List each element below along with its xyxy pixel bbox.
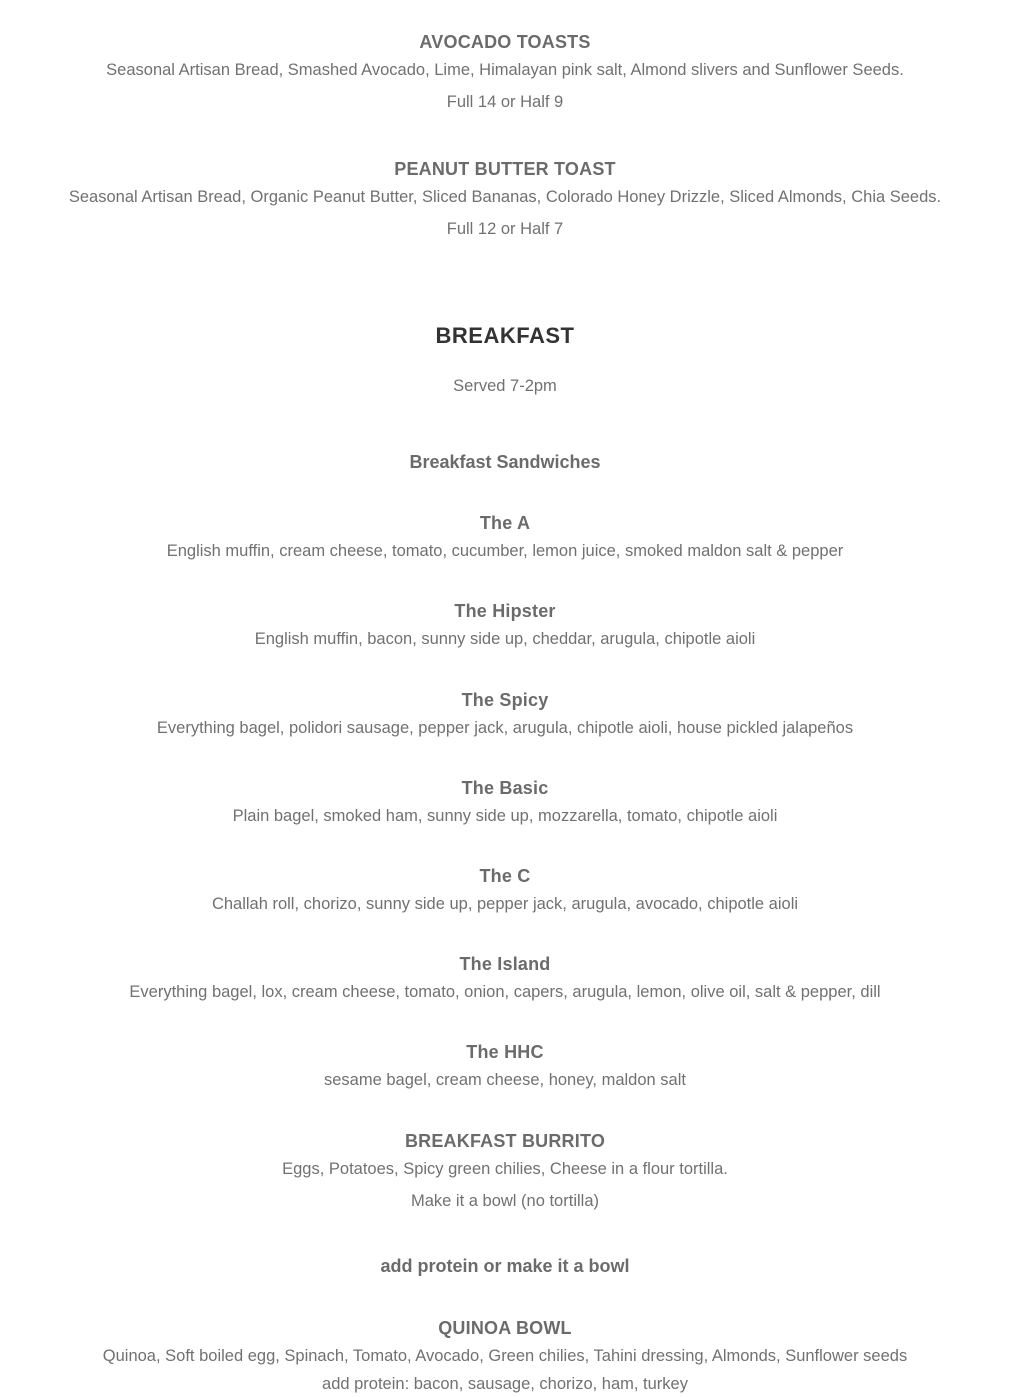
- item-description: Everything bagel, lox, cream cheese, tomato, onion, capers, arugula, lemon, olive oil, salt & pepper, dill: [129, 983, 881, 1001]
- section-served-hours: Served 7-2pm: [453, 377, 557, 395]
- item-price: Full 14 or Half 9: [446, 93, 564, 111]
- menu-item-the-hipster: [0, 598, 1010, 652]
- section-title-breakfast: BREAKFAST: [435, 323, 575, 348]
- item-title: BREAKFAST BURRITO: [404, 1131, 606, 1151]
- item-title: The C: [479, 866, 531, 886]
- item-description: English muffin, bacon, sunny side up, cheddar, arugula, chipotle aioli: [254, 630, 756, 648]
- item-description: Seasonal Artisan Bread, Organic Peanut Butter, Sliced Bananas, Colorado Honey Drizzle, Sliced Almonds, Chia Seeds.: [68, 188, 942, 206]
- menu-item-breakfast-burrito: [0, 1128, 1010, 1214]
- item-description: Eggs, Potatoes, Spicy green chilies, Cheese in a flour tortilla.: [282, 1160, 728, 1178]
- item-title: QUINOA BOWL: [438, 1318, 572, 1338]
- item-title: The HHC: [466, 1042, 544, 1062]
- menu-item-the-c: [0, 863, 1010, 917]
- menu-item-avocado-toasts: [0, 29, 1010, 115]
- item-title: AVOCADO TOASTS: [419, 32, 591, 52]
- group-title-add-protein: add protein or make it a bowl: [380, 1256, 630, 1276]
- menu-item-the-basic: [0, 775, 1010, 829]
- item-description: Plain bagel, smoked ham, sunny side up, mozzarella, tomato, chipotle aioli: [232, 807, 778, 825]
- item-title: The Spicy: [461, 690, 549, 710]
- item-title: The Basic: [461, 778, 549, 798]
- item-description: Challah roll, chorizo, sunny side up, pepper jack, arugula, avocado, chipotle aioli: [211, 895, 799, 913]
- menu-item-the-island: [0, 951, 1010, 1005]
- item-price: Full 12 or Half 7: [446, 220, 564, 238]
- item-description: Quinoa, Soft boiled egg, Spinach, Tomato, Avocado, Green chilies, Tahini dressing, Almonds, Sunflower seeds: [102, 1347, 908, 1365]
- item-title: The Island: [459, 954, 551, 974]
- item-description: English muffin, cream cheese, tomato, cucumber, lemon juice, smoked maldon salt & pepper: [166, 542, 844, 560]
- item-description: Seasonal Artisan Bread, Smashed Avocado, Lime, Himalayan pink salt, Almond slivers and Sunflower Seeds.: [106, 61, 904, 79]
- group-title-breakfast-sandwiches: Breakfast Sandwiches: [409, 452, 601, 472]
- item-title: PEANUT BUTTER TOAST: [394, 159, 616, 179]
- item-description: Everything bagel, polidori sausage, pepper jack, arugula, chipotle aioli, house pickled jalapeños: [156, 719, 854, 737]
- menu-item-quinoa-bowl: [0, 1315, 1010, 1397]
- item-description: sesame bagel, cream cheese, honey, maldon salt: [324, 1071, 686, 1089]
- menu-item-the-spicy: [0, 687, 1010, 741]
- menu-item-the-a: [0, 510, 1010, 564]
- menu-item-peanut-butter-toast: [0, 156, 1010, 242]
- item-title: The Hipster: [454, 601, 556, 621]
- item-note: Make it a bowl (no tortilla): [411, 1192, 599, 1210]
- item-title: The A: [479, 513, 531, 533]
- item-note: add protein: bacon, sausage, chorizo, ham, turkey: [322, 1375, 688, 1393]
- menu-item-the-hhc: [0, 1039, 1010, 1093]
